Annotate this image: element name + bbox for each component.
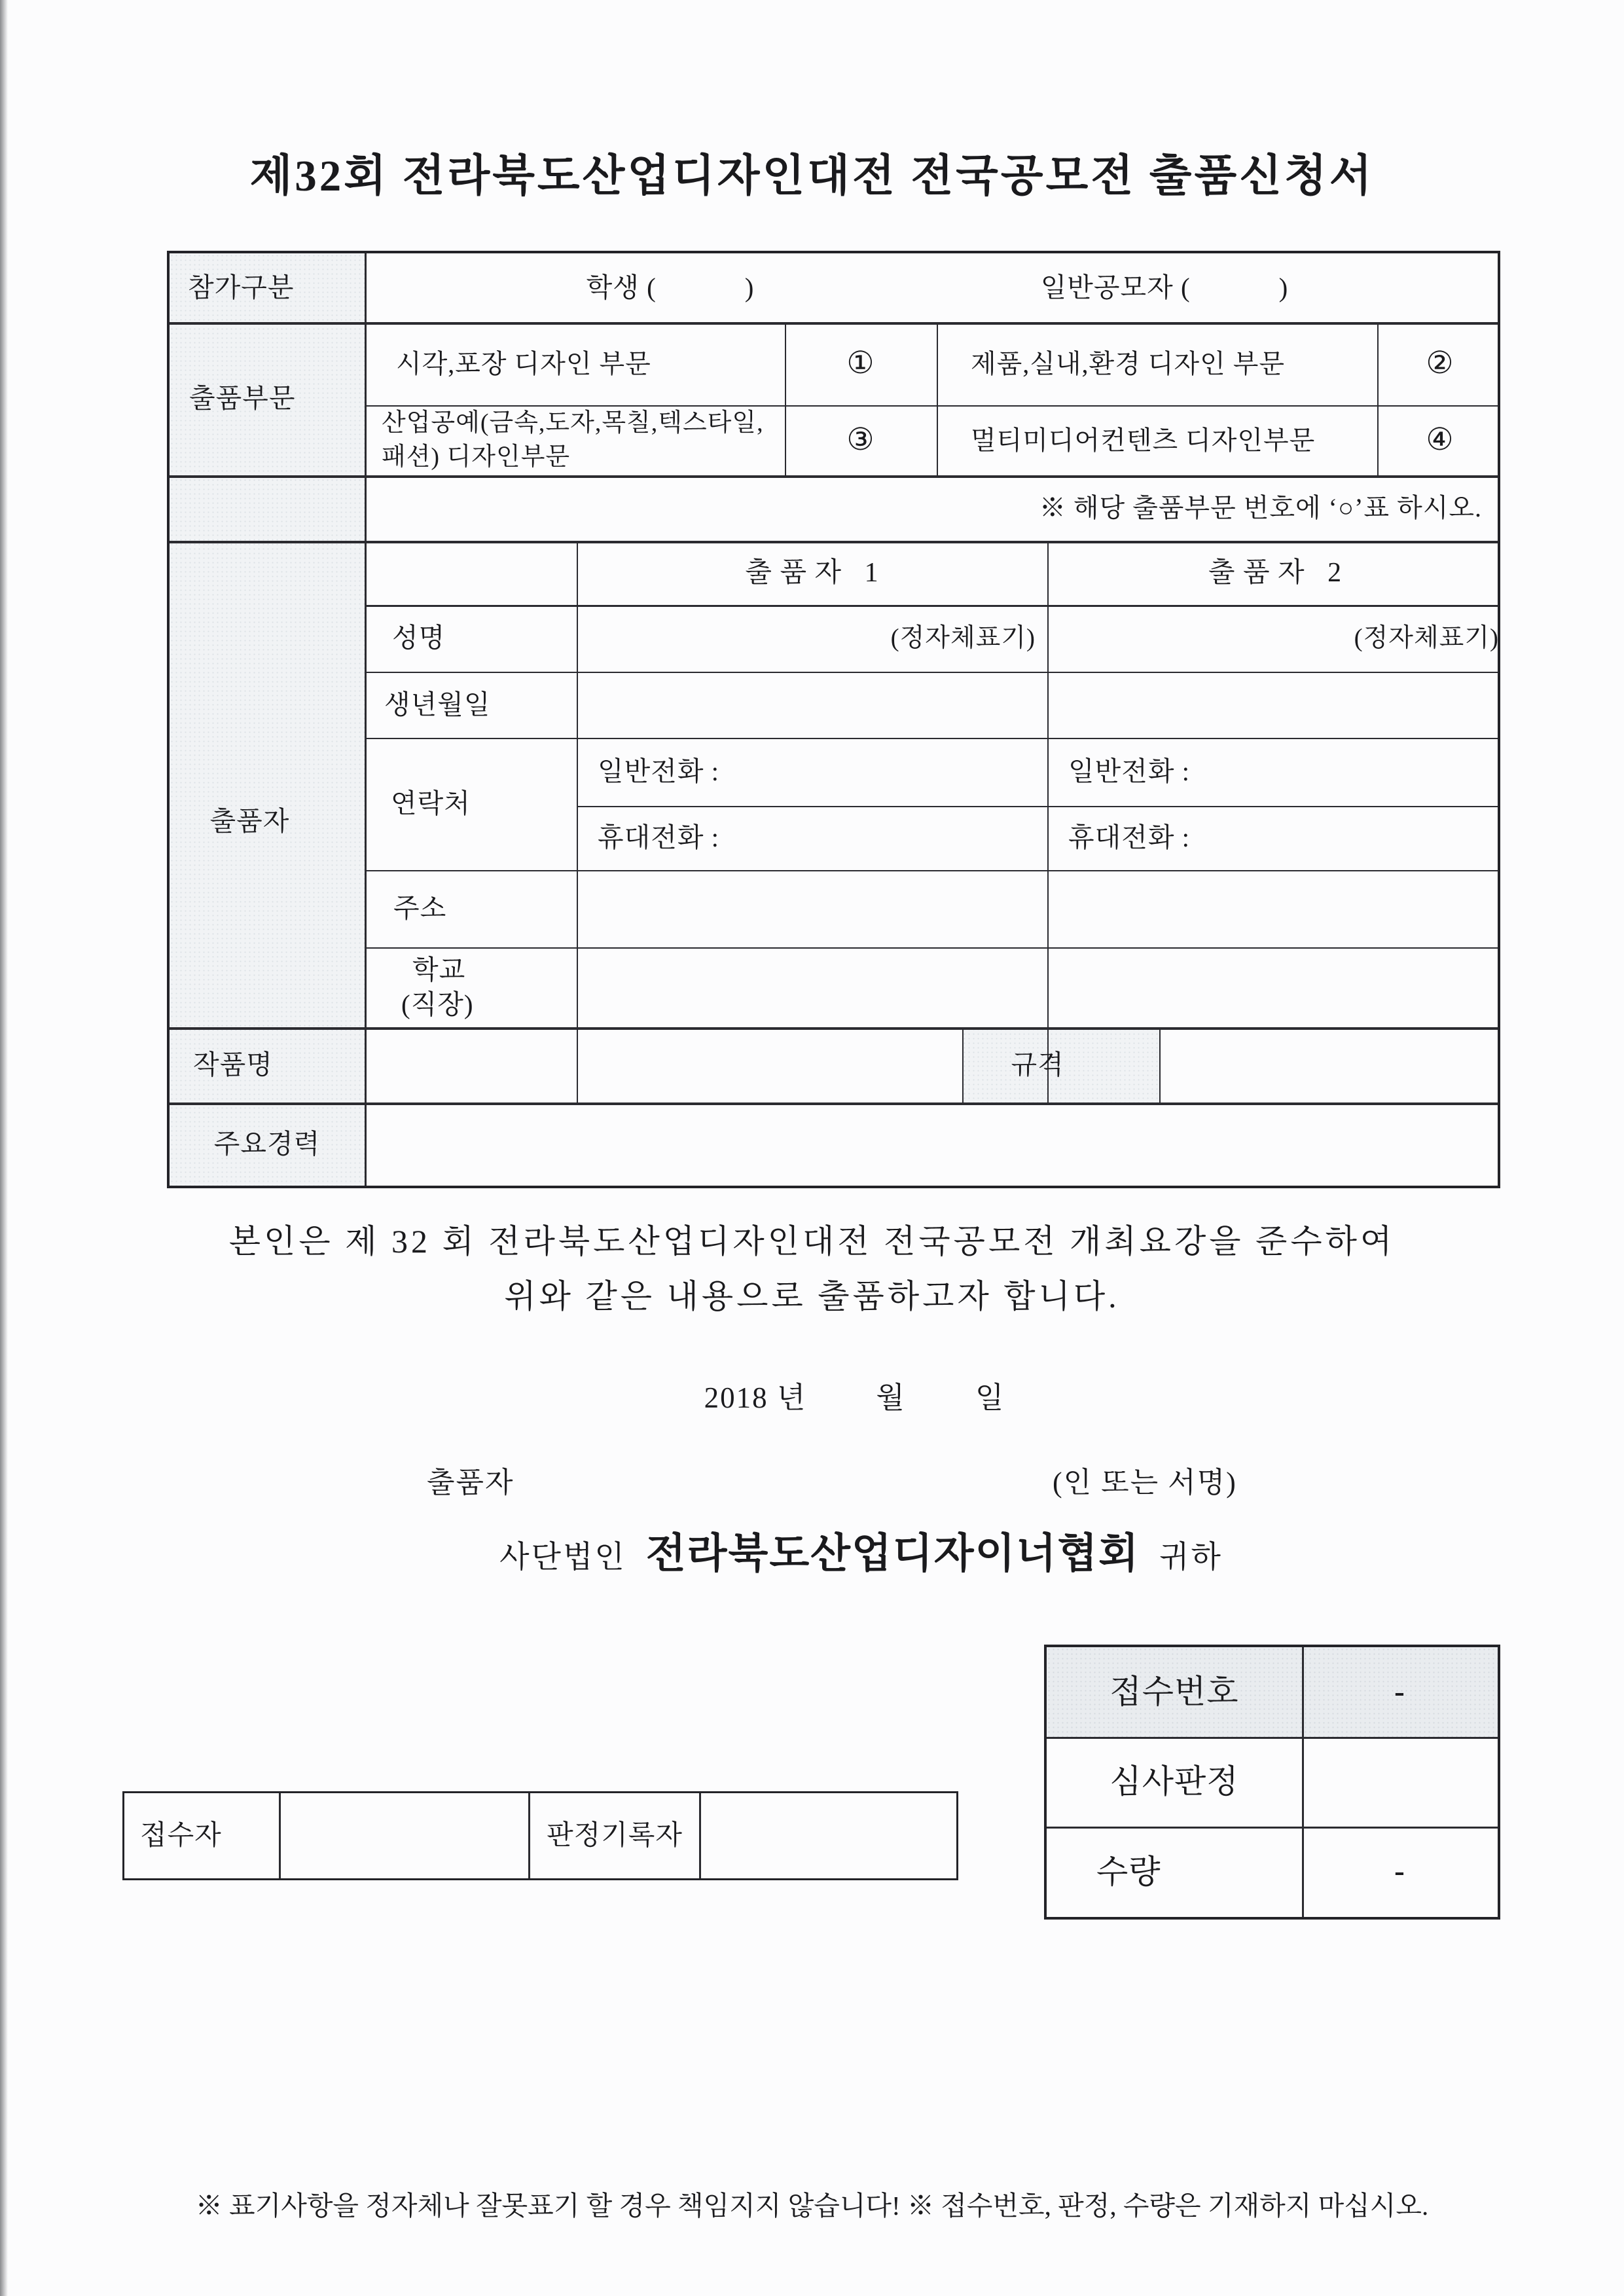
- phone-field-2: 일반전화 :: [1068, 756, 1191, 787]
- category-item-4: 멀티미디어컨텐츠 디자인부문: [971, 425, 1316, 455]
- quantity-label: 수량: [1096, 1853, 1161, 1890]
- judging-value: [1302, 1737, 1498, 1827]
- school-input-1: [577, 947, 1047, 1027]
- spec-label: 규격: [1011, 1049, 1064, 1080]
- address-input-1: [577, 870, 1047, 947]
- signature-hint: (인 또는 서명): [1053, 1467, 1237, 1499]
- category-number-4: ④: [1426, 422, 1454, 457]
- receipt-number-label: 접수번호: [1110, 1673, 1239, 1710]
- participation-option-student: 학생 ( ): [586, 272, 755, 302]
- name-hint-2: (정자체표기): [1354, 623, 1499, 652]
- entrant-2-header: 출 품 자 2: [1208, 557, 1343, 588]
- address-label: 주소: [393, 893, 447, 924]
- mobile-field-1: 휴대전화 :: [598, 822, 720, 853]
- school-label: 학교 (직장): [401, 954, 474, 1019]
- birth-input-2: [1047, 672, 1503, 738]
- recorder-input: [701, 1793, 956, 1878]
- recipient-org-name: 전라북도산업디자이너협회: [645, 1531, 1140, 1576]
- form-title: 제32회 전라북도산업디자인대전 전국공모전 출품신청서: [249, 152, 1375, 200]
- recipient-honorific: 귀하: [1159, 1540, 1223, 1575]
- category-item-3: 산업공예(금속,도자,목칠,텍스타일, 패션) 디자인부문: [382, 409, 764, 471]
- date-line: 2018 년 월 일: [704, 1381, 1005, 1414]
- work-title-label: 작품명: [193, 1049, 273, 1080]
- receipt-number-value: -: [1394, 1674, 1405, 1709]
- category-number-1: ①: [846, 346, 875, 380]
- recipient-line: [0, 1520, 1624, 1580]
- category-number-3: ③: [846, 422, 875, 457]
- judging-label: 심사판정: [1110, 1763, 1239, 1800]
- signer-label: 출품자: [427, 1467, 514, 1499]
- recipient-org-type: 사단법인: [499, 1540, 626, 1575]
- entrant-section-label: 출품자: [209, 806, 290, 837]
- staff-table: [122, 1791, 958, 1880]
- spec-input: [1159, 1027, 1503, 1102]
- address-input-2: [1047, 870, 1503, 947]
- participation-label: 참가구분: [188, 272, 295, 302]
- name-hint-1: (정자체표기): [890, 623, 1036, 652]
- entrant-1-header: 출 품 자 1: [745, 557, 879, 588]
- declaration-line-2: 위와 같은 내용으로 출품하고자 합니다.: [504, 1278, 1120, 1315]
- declaration-line-1: 본인은 제 32 회 전라북도산업디자인대전 전국공모전 개최요강을 준수하여: [228, 1223, 1396, 1260]
- contact-label: 연락처: [391, 788, 471, 819]
- school-input-2: [1047, 947, 1503, 1027]
- phone-field-1: 일반전화 :: [598, 756, 720, 787]
- recorder-label: 판정기록자: [547, 1820, 683, 1851]
- category-label: 출품부문: [189, 383, 296, 414]
- receiver-label: 접수자: [140, 1820, 222, 1851]
- main-form-table: [167, 251, 1500, 1188]
- participation-option-general: 일반공모자 ( ): [1040, 272, 1289, 302]
- mobile-field-2: 휴대전화 :: [1068, 822, 1191, 853]
- work-title-input: [365, 1027, 962, 1102]
- birth-input-1: [577, 672, 1047, 738]
- category-number-2: ②: [1426, 346, 1454, 380]
- birth-label: 생년월일: [384, 689, 491, 720]
- category-item-2: 제품,실내,환경 디자인 부문: [971, 348, 1286, 378]
- footnote: ※ 표기사항을 정자체나 잘못표기 할 경우 책임지지 않습니다! ※ 접수번호, 판정, 수량은 기재하지 마십시오.: [195, 2191, 1429, 2221]
- career-input: [365, 1102, 1498, 1186]
- category-note: ※ 해당 출품부문 번호에 ‘○’표 하시오.: [1039, 493, 1482, 522]
- career-label: 주요경력: [213, 1128, 321, 1159]
- category-item-1: 시각,포장 디자인 부문: [396, 348, 651, 378]
- name-label: 성명: [392, 623, 446, 653]
- office-use-table: [1044, 1645, 1500, 1920]
- quantity-value: -: [1394, 1854, 1405, 1889]
- scan-edge-artifact: [0, 0, 8, 2296]
- receiver-input: [281, 1793, 528, 1878]
